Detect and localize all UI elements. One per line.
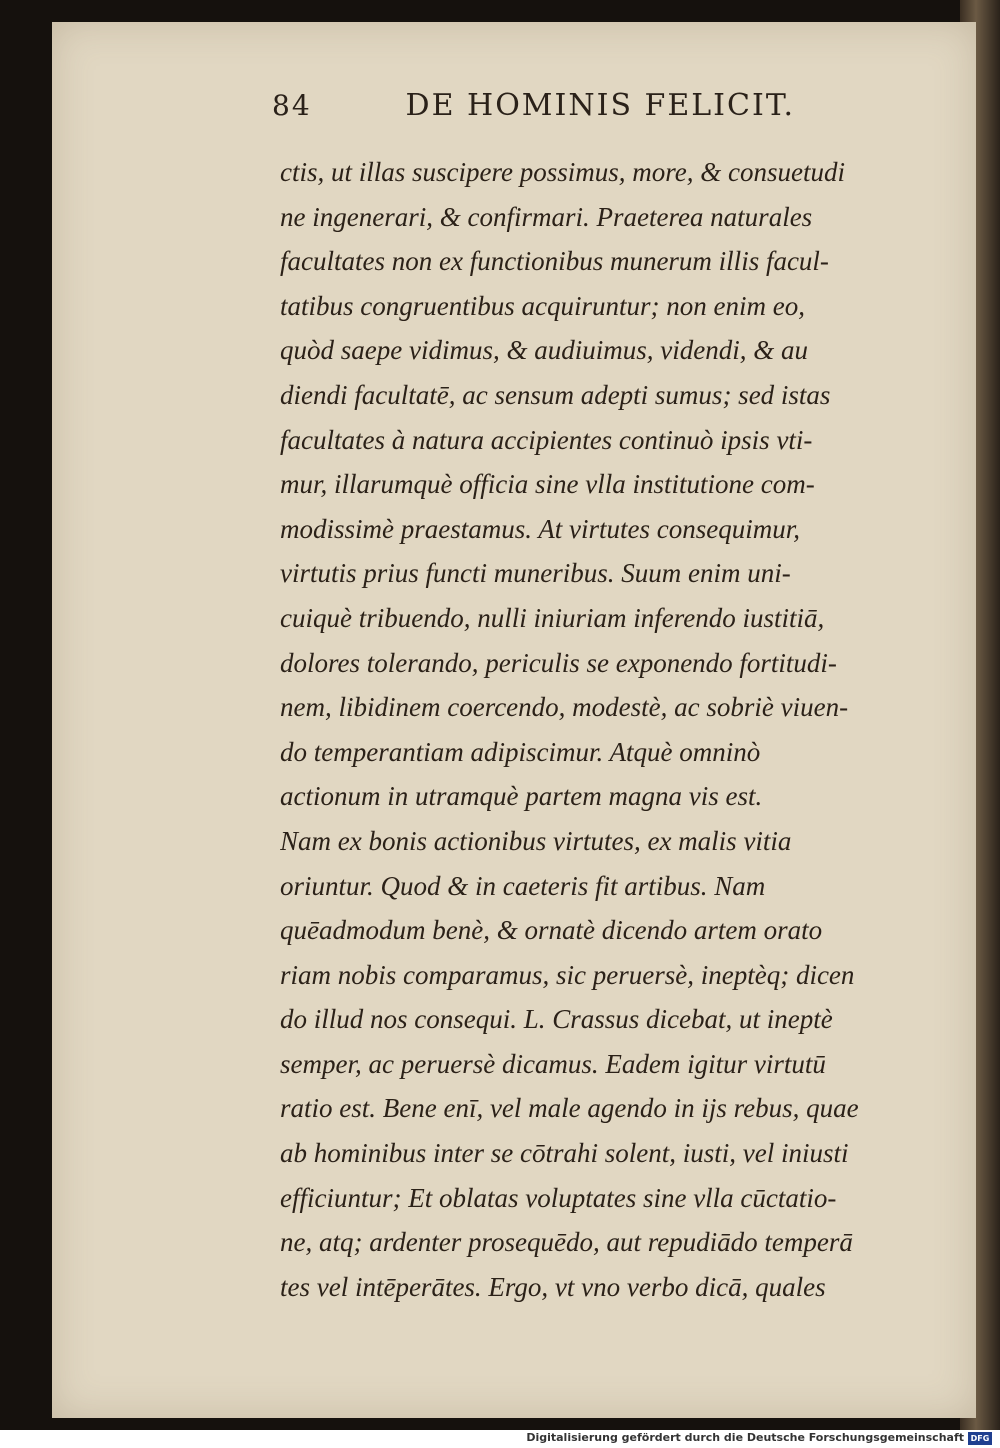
text-line: ne, atq; ardenter prosequēdo, aut repudiādo temperā bbox=[280, 1227, 853, 1258]
text-line: modissimè praestamus. At virtutes consequimur, bbox=[280, 513, 800, 544]
text-line: tatibus congruentibus acquiruntur; non enim eo, bbox=[280, 290, 805, 321]
text-line: nem, libidinem coercendo, modestè, ac sobriè viuen- bbox=[280, 692, 849, 723]
text-line: ne ingenerari, & confirmari. Praeterea naturales bbox=[280, 201, 813, 232]
running-head bbox=[272, 88, 912, 128]
text-line: quēadmodum benè, & ornatè dicendo artem orato bbox=[280, 915, 823, 946]
running-title: DE HOMINIS FELICIT. bbox=[405, 88, 795, 123]
text-line: dolores tolerando, periculis se exponendo fortitudi- bbox=[280, 647, 837, 678]
text-line: mur, illarumquè officia sine vlla institutione com- bbox=[280, 469, 815, 500]
page-number: 84 bbox=[272, 89, 312, 122]
text-line: cuiquè tribuendo, nulli iniuriam inferendo iustitiā, bbox=[280, 602, 825, 633]
text-line: tes vel intēperātes. Ergo, vt vno verbo dicā, quales bbox=[280, 1271, 826, 1302]
body-text bbox=[280, 150, 920, 1309]
text-line: diendi facultatē, ac sensum adepti sumus; sed istas bbox=[280, 379, 831, 410]
text-line: do temperantiam adipiscimur. Atquè omninò bbox=[280, 736, 761, 767]
text-line: do illud nos consequi. L. Crassus dicebat, ut ineptè bbox=[280, 1004, 833, 1035]
text-line: facultates non ex functionibus munerum illis facul- bbox=[280, 246, 829, 277]
text-line: virtutis prius functi muneribus. Suum enim uni- bbox=[280, 558, 791, 589]
text-line: Nam ex bonis actionibus virtutes, ex malis vitia bbox=[280, 825, 792, 856]
text-line: quòd saepe vidimus, & audiuimus, videndi, & au bbox=[280, 335, 808, 366]
dfg-logo-icon: DFG bbox=[968, 1432, 992, 1445]
digitization-credit: Digitalisierung gefördert durch die Deutsche Forschungsgemeinschaft bbox=[526, 1431, 964, 1444]
text-line: riam nobis comparamus, sic peruersè, ineptèq; dicen bbox=[280, 959, 855, 990]
text-line: ab hominibus inter se cōtrahi solent, iusti, vel iniusti bbox=[280, 1138, 849, 1169]
text-line: facultates à natura accipientes continuò ipsis vti- bbox=[280, 424, 813, 455]
text-line: oriuntur. Quod & in caeteris fit artibus. Nam bbox=[280, 870, 766, 901]
footer-bar bbox=[0, 1430, 1000, 1448]
text-line: efficiuntur; Et oblatas voluptates sine vlla cūctatio- bbox=[280, 1182, 837, 1213]
text-line: semper, ac peruersè dicamus. Eadem igitur virtutū bbox=[280, 1048, 826, 1079]
text-line: actionum in utramquè partem magna vis est. bbox=[280, 781, 763, 812]
text-line: ratio est. Bene enī, vel male agendo in ijs rebus, quae bbox=[280, 1093, 859, 1124]
text-line: ctis, ut illas suscipere possimus, more, & consuetudi bbox=[280, 157, 845, 187]
